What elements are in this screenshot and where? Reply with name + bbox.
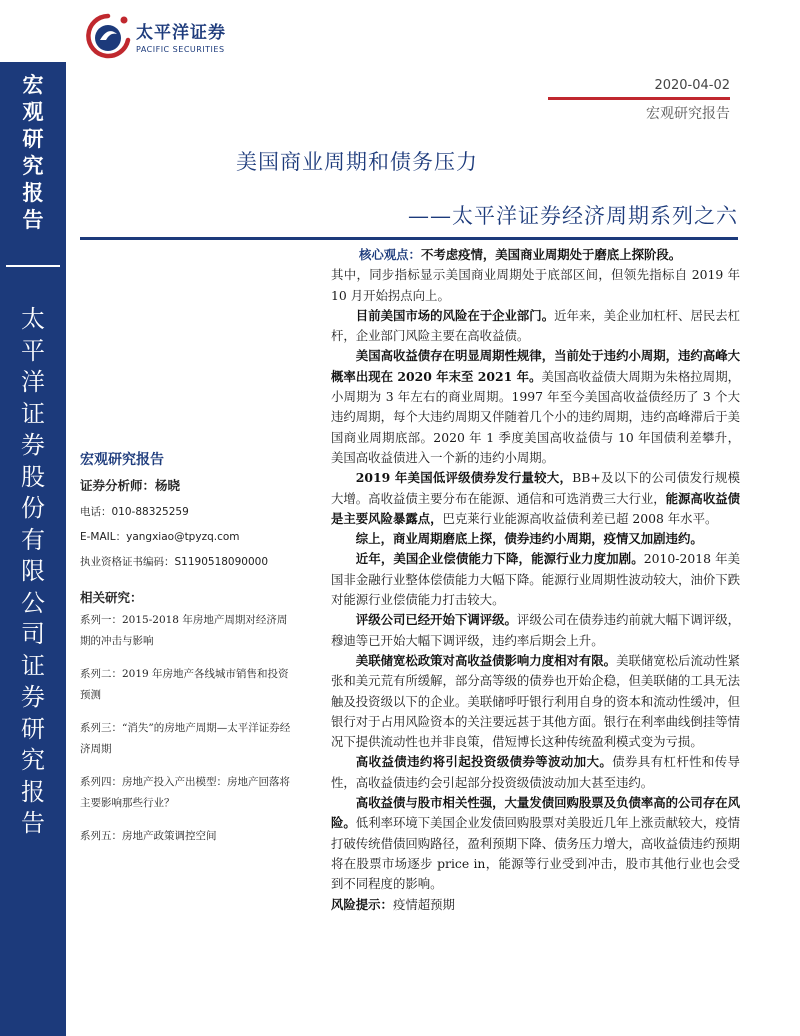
- band-top-char: 告: [22, 208, 44, 232]
- sidebar-heading: 宏观研究报告: [80, 452, 164, 468]
- band-top-char: 报: [22, 181, 44, 205]
- core-view-paragraph: [359, 245, 740, 265]
- risk-text: 疫情超预期: [392, 896, 455, 912]
- analyst-name: 证券分析师：杨晓: [80, 478, 181, 493]
- paragraph: [331, 468, 740, 529]
- band-bottom-char: 限: [21, 557, 45, 585]
- paragraph-text: 低利率环境下美国企业发债回购股票对美股近几年上涨贡献较大，疫情打破传统借债回购路径，盈利预期下降、债务压力增大，高收益债违约预期将在股票市场逐步 price in，能源等行业受到冲击，股市其他行业也会受到不同程度的影响。: [331, 815, 741, 892]
- paragraph: [331, 306, 740, 347]
- analyst-email[interactable]: E-MAIL：yangxiao@tpyzq.com: [80, 531, 240, 543]
- core-view-detail: 其中，同步指标显示美国商业周期处于底部区间，但领先指标自 2019 年 10 月开始拐点向上。: [331, 267, 740, 303]
- analyst-phone: 电话：010-88325259: [80, 506, 189, 518]
- paragraph-bold: 2019 年美国低评级债券发行量较大，: [355, 470, 573, 486]
- paragraph: [331, 529, 740, 549]
- related-heading: 相关研究：: [80, 590, 143, 605]
- paragraph-bold: 评级公司已经开始下调评级。: [355, 612, 517, 628]
- band-bottom-char: 证: [21, 399, 45, 428]
- paragraph-text: 巴克莱行业能源高收益债利差已超 2008 年水平。: [442, 510, 718, 526]
- paragraph-bold: 综上，商业周期磨底上探，债券违约小周期，疫情又加剧违约。: [355, 531, 703, 547]
- band-bottom-char: 洋: [21, 368, 45, 396]
- paragraph-text: 债券具有杠杆性和传导性，高收益债违约会引起部分投资级债波动加大甚至违约。: [331, 754, 740, 790]
- band-bottom-char: 券: [21, 431, 45, 459]
- related-item[interactable]: 系列一：2015-2018 年房地产周期对经济周期的冲击与影响: [80, 614, 288, 647]
- related-research: [80, 588, 300, 847]
- risk-paragraph: [331, 895, 740, 915]
- paragraph-text: 美联储宽松后流动性紧张和美元荒有所缓解，部分高等级的债券也开始企稳，但美联储的工具无法触及投资级以下的企业。美联储呼吁银行利用自身的资本和流动性缓冲，但银行对于占用风险资本的关注要远甚于其他方面。银行在利率曲线倒挂等情况下提供流动性也并非良策，借短博长这种传统盈利模式变为亏损。: [331, 652, 741, 750]
- paragraph-bold: 高收益债违约将引起投资级债券等波动加大。: [355, 754, 613, 770]
- band-bottom-char: 平: [21, 336, 45, 365]
- related-item[interactable]: 系列二：2019 年房地产各线城市销售和投资预测: [80, 668, 289, 701]
- band-top-char: 宏: [22, 73, 44, 97]
- core-view-label: 核心观点：: [359, 247, 421, 262]
- band-bottom-char: 司: [21, 620, 45, 648]
- paragraph: [331, 346, 740, 468]
- main-content: [331, 245, 740, 915]
- band-bottom-char: 股: [21, 462, 45, 491]
- pacific-logo-icon: [84, 10, 132, 62]
- header-red-rule: [548, 97, 730, 100]
- band-bottom-char: 究: [21, 746, 45, 774]
- band-top-char: 观: [22, 100, 44, 124]
- paragraph: [331, 793, 740, 894]
- band-top-char: 究: [22, 154, 44, 178]
- report-subtitle: ——太平洋证券经济周期系列之六: [408, 204, 738, 228]
- paragraph-bold: 高收益债与股市相关性强，大量发债回购股票及负债率高的公司存在风险。: [331, 795, 740, 831]
- paragraph-bold: 目前美国市场的风险在于企业部门。: [355, 307, 555, 323]
- analyst-license: 执业资格证书编码：S1190518090000: [80, 556, 269, 568]
- paragraph-bold: 近年，美国企业偿债能力下降，能源行业力度加剧。: [355, 551, 644, 567]
- core-view-bold: 不考虑疫情，美国商业周期处于磨底上探阶段。: [420, 247, 682, 262]
- related-item[interactable]: 系列三：“消失”的房地产周期—太平洋证券经济周期: [80, 722, 291, 755]
- paragraph-text: 近年来，美企业加杠杆、居民去杠杆，企业部门风险主要在高收益债。: [331, 307, 741, 344]
- band-company-name: [0, 304, 66, 840]
- paragraph: [331, 549, 740, 610]
- band-bottom-char: 告: [21, 809, 45, 837]
- band-bottom-char: 研: [21, 714, 45, 743]
- paragraph-text: 评级公司在债券违约前就大幅下调评级，穆迪等已开始大幅下调评级，违约率后期会上升。: [331, 612, 741, 648]
- related-item[interactable]: 系列四：房地产投入产出模型：房地产回落将主要影响那些行业？: [80, 776, 290, 809]
- left-vertical-band: [0, 62, 66, 1036]
- report-type-label: 宏观研究报告: [646, 106, 730, 122]
- band-bottom-char: 证: [21, 651, 45, 680]
- report-title: 美国商业周期和债务压力: [236, 150, 478, 174]
- related-item[interactable]: 系列五：房地产政策调控空间: [80, 830, 217, 842]
- paragraph-text: BB+及以下的公司债发行规模大增。高收益债主要分布在能源、通信和可选消费三大行业，: [331, 470, 740, 506]
- paragraph: [331, 752, 740, 793]
- paragraph: [331, 651, 740, 752]
- band-bottom-char: 太: [21, 305, 45, 333]
- brand-name-cn: 太平洋证券: [136, 23, 226, 43]
- band-report-type: [0, 62, 66, 232]
- brand-logo: [84, 10, 226, 62]
- band-bottom-char: 公: [21, 588, 45, 617]
- band-bottom-char: 券: [21, 683, 45, 711]
- paragraph-text: 美国高收益债大周期为朱格拉周期，小周期为 3 年左右的商业周期。1997 年至今美国高收益债经历了 3 个大违约周期，每个大违约周期又伴随着几个小的违约周期，违约高峰滞后于美国商业周期底部。2020 年 1 季度美国高收益债与 10 年国债利差攀升，美国高收益债进入一个新的违约小周期。: [331, 368, 741, 465]
- brand-name-en: PACIFIC SECURITIES: [136, 45, 225, 54]
- report-date: 2020-04-02: [654, 78, 730, 93]
- band-divider: [6, 265, 60, 267]
- paragraph: [331, 610, 740, 651]
- paragraph-text: 2010-2018 年美国非金融行业整体偿债能力大幅下降。能源行业周期性波动较大，油价下跌对能源行业偿债能力打击较大。: [331, 551, 740, 608]
- analyst-info: [80, 450, 300, 569]
- risk-label: 风险提示：: [331, 896, 393, 912]
- paragraph-bold: 能源高收益债是主要风险暴露点，: [331, 490, 741, 526]
- title-blue-rule: [80, 237, 738, 240]
- band-bottom-char: 有: [21, 525, 45, 554]
- band-bottom-char: 份: [21, 494, 45, 522]
- band-top-char: 研: [22, 127, 44, 151]
- band-bottom-char: 报: [21, 777, 45, 806]
- paragraph-bold: 美国高收益债存在明显周期性规律，当前处于违约小周期，违约高峰大概率出现在 2020 年末至 2021 年。: [331, 348, 740, 384]
- paragraph-bold: 美联储宽松政策对高收益债影响力度相对有限。: [355, 652, 617, 668]
